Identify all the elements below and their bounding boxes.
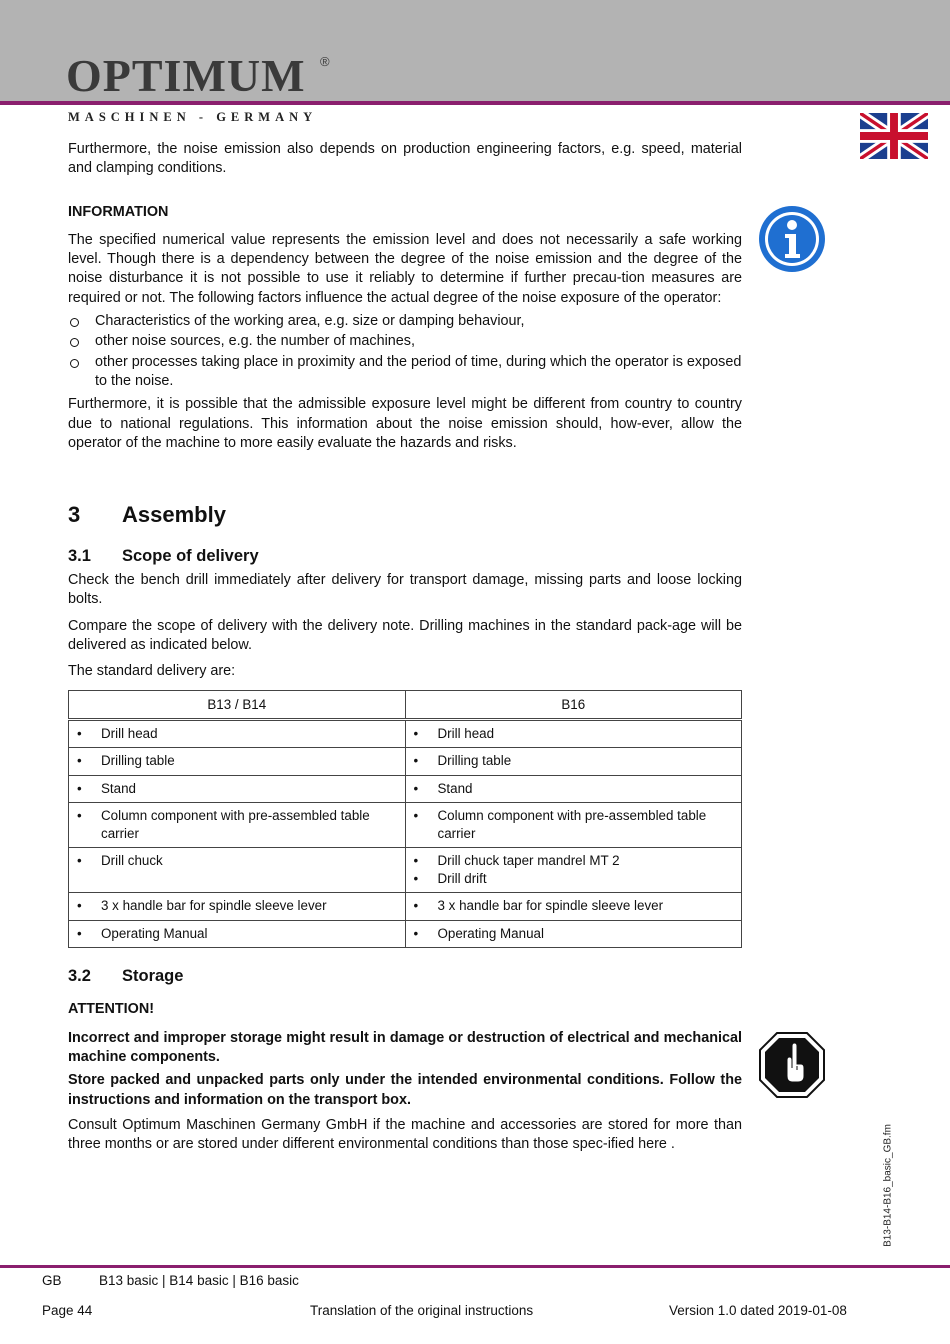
section-number: 3 (68, 502, 81, 528)
scope-paragraph-1: Check the bench drill immediately after delivery for transport damage, missing parts and loose locking bolts. (68, 572, 742, 608)
information-text: The specified numerical value represents the emission level and does not necessarily a safe working level. Though there is a dependency between the degree of the noise emission and the degree of the noise disturbance it is not possible to use it reliably to determine if further precau-tion measures are required or not. The following factors influence the actual degree of the noise exposure of the operator: (68, 231, 742, 306)
cell-item: Drill head (101, 725, 158, 741)
subsection-number: 3.1 (68, 547, 91, 566)
cell-item: Operating Manual (437, 925, 544, 941)
table-cell: • Operating Manual (405, 920, 742, 948)
column-header: B13 / B14 (69, 690, 406, 719)
table-cell: • 3 x handle bar for spindle sleeve lever (405, 893, 742, 921)
attention-label: ATTENTION! (68, 1001, 155, 1018)
scope-paragraph-2: Compare the scope of delivery with the delivery note. Drilling machines in the standard pack-age will be delivered as indicated below. (68, 617, 742, 654)
information-closing: Furthermore, it is possible that the admissible exposure level might be different from country to country due to national regulations. This information about the noise emission should, how-ever, allow the operator of the machine to more easily evaluate the hazards and risks. (68, 396, 742, 451)
section-heading-assembly (68, 501, 742, 529)
table-cell: • Drill chuck (69, 848, 406, 893)
storage-warning-1: Incorrect and improper storage might result in damage or destruction of electrical and mechanical machine components. (68, 1029, 742, 1066)
storage-warning-2: Store packed and unpacked parts only under the intended environmental conditions. Follow the instructions and information on the transport box. (68, 1072, 742, 1108)
cell-item: Drill head (437, 725, 495, 741)
table-cell: • Drill head (405, 719, 742, 748)
table-cell: • Drill chuck taper mandrel MT 2 • Drill drift (405, 848, 742, 893)
table-row (69, 719, 742, 748)
subsection-title: Storage (122, 967, 184, 986)
table-row (69, 803, 742, 848)
table-cell: • 3 x handle bar for spindle sleeve lever (69, 893, 406, 921)
list-item: Characteristics of the working area, e.g. size or damping behaviour, (68, 312, 742, 331)
subsection-number: 3.2 (68, 967, 91, 986)
scope-paragraph-3: The standard delivery are: (68, 663, 236, 680)
intro-paragraph: Furthermore, the noise emission also depends on production engineering factors, e.g. speed, material and clamping conditions. (68, 141, 742, 177)
cell-item: 3 x handle bar for spindle sleeve lever (101, 898, 327, 914)
table-cell: • Operating Manual (69, 920, 406, 948)
footer-translation-note: Translation of the original instructions (310, 1303, 534, 1318)
table-row (69, 775, 742, 803)
cell-item: Operating Manual (101, 925, 208, 941)
list-item: other processes taking place in proximity and the period of time, during which the operator is exposed to the noise. (68, 353, 742, 392)
table-cell: • Stand (405, 775, 742, 803)
cell-item: Column component with pre-assembled table carrier (101, 808, 370, 841)
table-cell: • Column component with pre-assembled table carrier (405, 803, 742, 848)
noise-factor-list (68, 312, 742, 391)
table-cell: • Stand (69, 775, 406, 803)
storage-paragraph: Consult Optimum Maschinen Germany GmbH if the machine and accessories are stored for more than three months or are stored under different environmental conditions than those spec-ified here . (68, 1116, 742, 1153)
footer-version: Version 1.0 dated 2019-01-08 (669, 1303, 847, 1318)
column-header: B16 (405, 690, 742, 719)
cell-item: Stand (437, 780, 473, 796)
brand-logo: OPTIMUM (66, 50, 306, 101)
cell-item: Drilling table (437, 753, 512, 769)
table-header-row (69, 690, 742, 719)
information-icon (758, 205, 826, 273)
attention-hand-icon (757, 1030, 827, 1100)
table-cell: • Drilling table (69, 748, 406, 776)
table-cell: • Drill head (69, 719, 406, 748)
file-name-label: B13-B14-B16_basic_GB.fm (882, 1124, 894, 1247)
section-title: Assembly (122, 502, 226, 528)
page-content (68, 140, 742, 1155)
brand-tagline: MASCHINEN - GERMANY (68, 110, 318, 124)
footer-rule (0, 1265, 950, 1268)
cell-item: Drilling table (101, 753, 175, 769)
footer-page-number: Page 44 (42, 1303, 93, 1318)
list-item: other noise sources, e.g. the number of machines, (68, 332, 742, 351)
cell-item: 3 x handle bar for spindle sleeve lever (437, 898, 664, 914)
subsection-title: Scope of delivery (122, 547, 259, 566)
table-row (69, 848, 742, 893)
footer-language: GB (42, 1273, 62, 1288)
table-cell: • Column component with pre-assembled table carrier (69, 803, 406, 848)
cell-item: Drill chuck taper mandrel MT 2 (437, 853, 620, 869)
cell-item: Drill drift (437, 870, 487, 886)
uk-flag-icon (860, 113, 928, 159)
table-cell: • Drilling table (405, 748, 742, 776)
subsection-heading-scope (68, 545, 742, 567)
table-row (69, 748, 742, 776)
footer-models: B13 basic | B14 basic | B16 basic (99, 1273, 299, 1288)
table-row (69, 920, 742, 948)
information-label: INFORMATION (68, 203, 169, 220)
cell-item: Drill chuck (101, 853, 163, 869)
cell-item: Column component with pre-assembled table carrier (437, 808, 707, 841)
registered-mark: ® (320, 54, 330, 69)
table-row (69, 893, 742, 921)
cell-item: Stand (101, 780, 136, 796)
subsection-heading-storage (68, 965, 742, 987)
delivery-table (68, 690, 742, 949)
